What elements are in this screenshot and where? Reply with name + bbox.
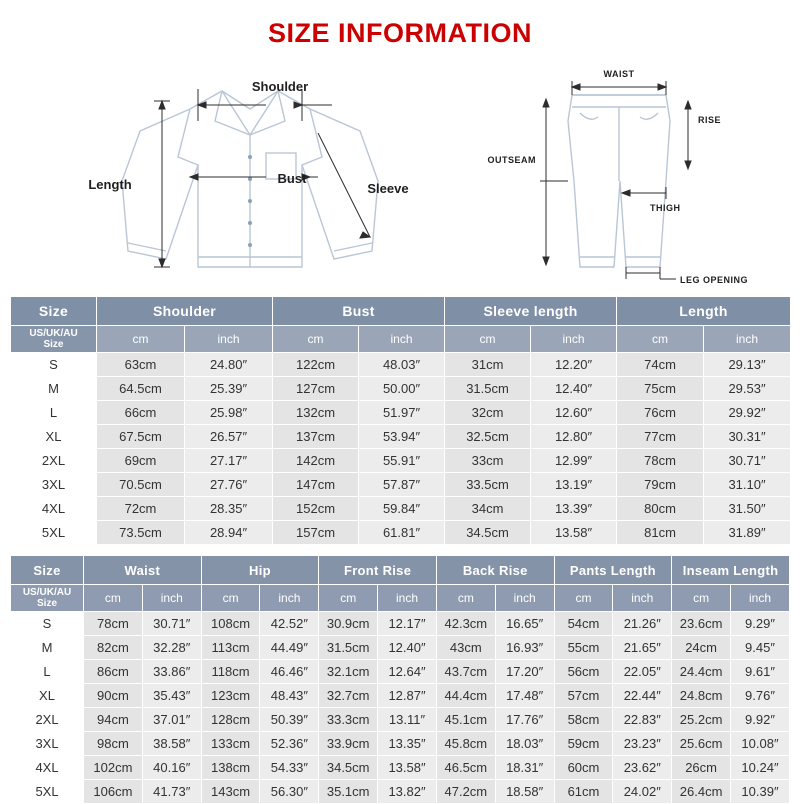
cell-back-rise-inch: 18.03″ [495, 732, 554, 756]
cell-size: S [11, 353, 97, 377]
cell-front-rise-inch: 13.58″ [378, 756, 437, 780]
cell-length-inch: 31.10″ [704, 473, 791, 497]
cell-length-inch: 31.50″ [704, 497, 791, 521]
cell-hip-inch: 52.36″ [260, 732, 319, 756]
unit-cm-length: cm [617, 326, 704, 353]
svg-text:Sleeve: Sleeve [367, 181, 409, 196]
unit-inch-waist: inch [142, 585, 201, 612]
cell-hip-cm: 128cm [201, 708, 260, 732]
cell-front-rise-cm: 32.1cm [319, 660, 378, 684]
group-length: Length [617, 297, 791, 326]
cell-front-rise-cm: 31.5cm [319, 636, 378, 660]
cell-size: XL [11, 425, 97, 449]
unit-cm-back-rise: cm [436, 585, 495, 612]
cell-bust-inch: 48.03″ [359, 353, 445, 377]
cell-hip-cm: 118cm [201, 660, 260, 684]
cell-pants-length-cm: 54cm [554, 612, 613, 636]
cell-shoulder-inch: 27.17″ [185, 449, 273, 473]
cell-pants-length-cm: 55cm [554, 636, 613, 660]
cell-waist-cm: 86cm [84, 660, 143, 684]
cell-pants-length-inch: 22.05″ [613, 660, 672, 684]
cell-pants-length-cm: 57cm [554, 684, 613, 708]
cell-length-inch: 31.89″ [704, 521, 791, 545]
cell-length-cm: 81cm [617, 521, 704, 545]
cell-back-rise-cm: 45.8cm [436, 732, 495, 756]
table-row [11, 449, 791, 473]
unit-cm-pants-length: cm [554, 585, 613, 612]
cell-size: XL [11, 684, 84, 708]
cell-length-cm: 78cm [617, 449, 704, 473]
cell-waist-inch: 32.28″ [142, 636, 201, 660]
cell-pants-length-inch: 22.83″ [613, 708, 672, 732]
cell-bust-cm: 122cm [273, 353, 359, 377]
cell-bust-cm: 147cm [273, 473, 359, 497]
cell-size: 4XL [11, 756, 84, 780]
cell-pants-length-inch: 22.44″ [613, 684, 672, 708]
cell-bust-inch: 57.87″ [359, 473, 445, 497]
cell-inseam-inch: 9.45″ [731, 636, 790, 660]
table-row [11, 473, 791, 497]
cell-hip-cm: 123cm [201, 684, 260, 708]
cell-length-cm: 77cm [617, 425, 704, 449]
cell-size: 5XL [11, 780, 84, 804]
table-row [11, 401, 791, 425]
unit-inch-shoulder: inch [185, 326, 273, 353]
cell-sleeve-inch: 12.60″ [531, 401, 617, 425]
cell-length-cm: 76cm [617, 401, 704, 425]
cell-waist-inch: 41.73″ [142, 780, 201, 804]
cell-shoulder-cm: 64.5cm [97, 377, 185, 401]
cell-hip-cm: 113cm [201, 636, 260, 660]
group-pants-length: Pants Length [554, 556, 672, 585]
cell-shoulder-inch: 28.94″ [185, 521, 273, 545]
cell-shoulder-inch: 28.35″ [185, 497, 273, 521]
cell-inseam-cm: 24cm [672, 636, 731, 660]
cell-sleeve-inch: 12.99″ [531, 449, 617, 473]
cell-waist-inch: 30.71″ [142, 612, 201, 636]
cell-bust-inch: 51.97″ [359, 401, 445, 425]
cell-hip-cm: 108cm [201, 612, 260, 636]
cell-length-inch: 30.31″ [704, 425, 791, 449]
cell-waist-inch: 37.01″ [142, 708, 201, 732]
cell-size: L [11, 660, 84, 684]
cell-front-rise-cm: 35.1cm [319, 780, 378, 804]
cell-pants-length-inch: 23.62″ [613, 756, 672, 780]
table-spacer [0, 545, 800, 555]
cell-sleeve-inch: 13.58″ [531, 521, 617, 545]
cell-front-rise-inch: 12.87″ [378, 684, 437, 708]
size-system-line2: Size [37, 598, 58, 609]
cell-inseam-cm: 25.2cm [672, 708, 731, 732]
cell-inseam-cm: 24.8cm [672, 684, 731, 708]
cell-bust-cm: 152cm [273, 497, 359, 521]
table-row [11, 377, 791, 401]
cell-bust-cm: 137cm [273, 425, 359, 449]
svg-text:OUTSEAM: OUTSEAM [487, 155, 536, 165]
cell-shoulder-inch: 24.80″ [185, 353, 273, 377]
svg-text:Shoulder: Shoulder [251, 79, 309, 94]
cell-size: S [11, 612, 84, 636]
cell-size: 5XL [11, 521, 97, 545]
cell-bust-cm: 142cm [273, 449, 359, 473]
group-size: Size [11, 556, 84, 585]
cell-shoulder-cm: 67.5cm [97, 425, 185, 449]
size-system-line1: US/UK/AU [29, 328, 78, 339]
cell-front-rise-inch: 13.82″ [378, 780, 437, 804]
cell-sleeve-cm: 34cm [445, 497, 531, 521]
cell-length-cm: 75cm [617, 377, 704, 401]
cell-bust-cm: 132cm [273, 401, 359, 425]
cell-sleeve-cm: 31cm [445, 353, 531, 377]
cell-waist-inch: 38.58″ [142, 732, 201, 756]
unit-cm-bust: cm [273, 326, 359, 353]
cell-pants-length-cm: 58cm [554, 708, 613, 732]
cell-inseam-cm: 23.6cm [672, 612, 731, 636]
cell-inseam-cm: 24.4cm [672, 660, 731, 684]
cell-length-cm: 80cm [617, 497, 704, 521]
cell-back-rise-inch: 18.31″ [495, 756, 554, 780]
cell-back-rise-inch: 18.58″ [495, 780, 554, 804]
cell-front-rise-inch: 12.64″ [378, 660, 437, 684]
cell-inseam-inch: 9.29″ [731, 612, 790, 636]
cell-size: M [11, 636, 84, 660]
unit-cm-hip: cm [201, 585, 260, 612]
cell-sleeve-cm: 34.5cm [445, 521, 531, 545]
unit-inch-back-rise: inch [495, 585, 554, 612]
group-back-rise: Back Rise [436, 556, 554, 585]
cell-sleeve-cm: 33cm [445, 449, 531, 473]
pants-illustration [480, 61, 770, 296]
cell-back-rise-cm: 43cm [436, 636, 495, 660]
cell-front-rise-inch: 12.40″ [378, 636, 437, 660]
cell-length-inch: 29.53″ [704, 377, 791, 401]
cell-bust-inch: 59.84″ [359, 497, 445, 521]
cell-sleeve-inch: 12.20″ [531, 353, 617, 377]
cell-back-rise-inch: 16.65″ [495, 612, 554, 636]
unit-inch-hip: inch [260, 585, 319, 612]
cell-shoulder-cm: 69cm [97, 449, 185, 473]
top-size-table [10, 296, 791, 545]
cell-waist-cm: 90cm [84, 684, 143, 708]
bottom-size-table [10, 555, 790, 804]
cell-waist-inch: 40.16″ [142, 756, 201, 780]
cell-bust-inch: 61.81″ [359, 521, 445, 545]
cell-back-rise-inch: 16.93″ [495, 636, 554, 660]
cell-inseam-cm: 26.4cm [672, 780, 731, 804]
unit-inch-inseam: inch [731, 585, 790, 612]
cell-size: M [11, 377, 97, 401]
cell-sleeve-inch: 12.40″ [531, 377, 617, 401]
table-row [11, 708, 790, 732]
cell-waist-cm: 98cm [84, 732, 143, 756]
cell-waist-inch: 35.43″ [142, 684, 201, 708]
cell-sleeve-inch: 12.80″ [531, 425, 617, 449]
cell-hip-inch: 46.46″ [260, 660, 319, 684]
cell-length-inch: 29.92″ [704, 401, 791, 425]
cell-back-rise-inch: 17.48″ [495, 684, 554, 708]
cell-shoulder-inch: 25.39″ [185, 377, 273, 401]
cell-size: L [11, 401, 97, 425]
cell-back-rise-cm: 47.2cm [436, 780, 495, 804]
cell-length-cm: 74cm [617, 353, 704, 377]
cell-shoulder-cm: 66cm [97, 401, 185, 425]
cell-bust-inch: 55.91″ [359, 449, 445, 473]
cell-shoulder-cm: 63cm [97, 353, 185, 377]
unit-inch-sleeve: inch [531, 326, 617, 353]
bottom-table-group-header [11, 556, 790, 585]
size-system-line2: Size [43, 339, 64, 350]
cell-pants-length-cm: 61cm [554, 780, 613, 804]
unit-inch-bust: inch [359, 326, 445, 353]
cell-back-rise-cm: 44.4cm [436, 684, 495, 708]
table-row [11, 353, 791, 377]
cell-shoulder-cm: 72cm [97, 497, 185, 521]
cell-front-rise-inch: 13.11″ [378, 708, 437, 732]
cell-length-inch: 30.71″ [704, 449, 791, 473]
cell-size: 2XL [11, 449, 97, 473]
top-table-unit-header [11, 326, 791, 353]
cell-front-rise-inch: 13.35″ [378, 732, 437, 756]
unit-inch-length: inch [704, 326, 791, 353]
cell-front-rise-cm: 30.9cm [319, 612, 378, 636]
cell-waist-cm: 78cm [84, 612, 143, 636]
cell-waist-cm: 82cm [84, 636, 143, 660]
cell-hip-inch: 56.30″ [260, 780, 319, 804]
group-sleeve-length: Sleeve length [445, 297, 617, 326]
cell-pants-length-inch: 24.02″ [613, 780, 672, 804]
table-row [11, 684, 790, 708]
cell-size: 3XL [11, 473, 97, 497]
cell-inseam-cm: 25.6cm [672, 732, 731, 756]
cell-sleeve-cm: 32.5cm [445, 425, 531, 449]
cell-length-inch: 29.13″ [704, 353, 791, 377]
bottom-table-unit-header [11, 585, 790, 612]
svg-text:Bust: Bust [277, 171, 307, 186]
cell-inseam-inch: 9.61″ [731, 660, 790, 684]
unit-cm-sleeve: cm [445, 326, 531, 353]
cell-inseam-inch: 9.76″ [731, 684, 790, 708]
unit-cm-inseam: cm [672, 585, 731, 612]
unit-cm-shoulder: cm [97, 326, 185, 353]
group-inseam-length: Inseam Length [672, 556, 790, 585]
page-title: SIZE INFORMATION [268, 18, 532, 48]
cell-hip-inch: 54.33″ [260, 756, 319, 780]
cell-pants-length-cm: 56cm [554, 660, 613, 684]
unit-inch-front-rise: inch [378, 585, 437, 612]
cell-back-rise-inch: 17.76″ [495, 708, 554, 732]
top-table-group-header [11, 297, 791, 326]
cell-bust-cm: 157cm [273, 521, 359, 545]
unit-cm-waist: cm [84, 585, 143, 612]
size-system-label [11, 585, 84, 612]
cell-shoulder-cm: 70.5cm [97, 473, 185, 497]
cell-front-rise-cm: 33.9cm [319, 732, 378, 756]
cell-hip-inch: 42.52″ [260, 612, 319, 636]
cell-waist-cm: 106cm [84, 780, 143, 804]
cell-pants-length-inch: 23.23″ [613, 732, 672, 756]
svg-text:LEG OPENING: LEG OPENING [680, 275, 749, 285]
cell-front-rise-cm: 34.5cm [319, 756, 378, 780]
table-row [11, 497, 791, 521]
pants-diagram [480, 61, 770, 296]
cell-bust-inch: 53.94″ [359, 425, 445, 449]
cell-length-cm: 79cm [617, 473, 704, 497]
svg-text:Length: Length [88, 177, 132, 192]
cell-pants-length-inch: 21.65″ [613, 636, 672, 660]
cell-inseam-inch: 10.24″ [731, 756, 790, 780]
cell-pants-length-cm: 59cm [554, 732, 613, 756]
group-front-rise: Front Rise [319, 556, 437, 585]
cell-shoulder-inch: 26.57″ [185, 425, 273, 449]
cell-waist-cm: 102cm [84, 756, 143, 780]
cell-inseam-inch: 10.39″ [731, 780, 790, 804]
svg-text:RISE: RISE [698, 115, 722, 125]
cell-sleeve-cm: 33.5cm [445, 473, 531, 497]
cell-hip-cm: 133cm [201, 732, 260, 756]
diagram-row [10, 61, 790, 296]
cell-size: 2XL [11, 708, 84, 732]
group-size: Size [11, 297, 97, 326]
cell-back-rise-cm: 42.3cm [436, 612, 495, 636]
cell-hip-cm: 143cm [201, 780, 260, 804]
cell-hip-inch: 48.43″ [260, 684, 319, 708]
shirt-diagram [70, 61, 430, 296]
table-row [11, 521, 791, 545]
cell-bust-cm: 127cm [273, 377, 359, 401]
cell-sleeve-cm: 31.5cm [445, 377, 531, 401]
cell-sleeve-cm: 32cm [445, 401, 531, 425]
cell-shoulder-inch: 27.76″ [185, 473, 273, 497]
cell-inseam-inch: 10.08″ [731, 732, 790, 756]
group-hip: Hip [201, 556, 319, 585]
group-waist: Waist [84, 556, 202, 585]
svg-text:WAIST: WAIST [603, 69, 635, 79]
cell-waist-cm: 94cm [84, 708, 143, 732]
cell-sleeve-inch: 13.39″ [531, 497, 617, 521]
shirt-illustration [70, 61, 430, 296]
unit-inch-pants-length: inch [613, 585, 672, 612]
cell-sleeve-inch: 13.19″ [531, 473, 617, 497]
table-row [11, 636, 790, 660]
size-system-label [11, 326, 97, 353]
cell-inseam-cm: 26cm [672, 756, 731, 780]
cell-back-rise-cm: 43.7cm [436, 660, 495, 684]
table-row [11, 732, 790, 756]
cell-front-rise-inch: 12.17″ [378, 612, 437, 636]
cell-size: 3XL [11, 732, 84, 756]
cell-waist-inch: 33.86″ [142, 660, 201, 684]
size-system-line1: US/UK/AU [22, 587, 72, 598]
cell-bust-inch: 50.00″ [359, 377, 445, 401]
cell-hip-inch: 44.49″ [260, 636, 319, 660]
cell-back-rise-cm: 45.1cm [436, 708, 495, 732]
cell-shoulder-cm: 73.5cm [97, 521, 185, 545]
cell-front-rise-cm: 32.7cm [319, 684, 378, 708]
cell-inseam-inch: 9.92″ [731, 708, 790, 732]
unit-cm-front-rise: cm [319, 585, 378, 612]
table-row [11, 612, 790, 636]
svg-text:THIGH: THIGH [650, 203, 681, 213]
group-shoulder: Shoulder [97, 297, 273, 326]
cell-front-rise-cm: 33.3cm [319, 708, 378, 732]
cell-hip-inch: 50.39″ [260, 708, 319, 732]
cell-back-rise-cm: 46.5cm [436, 756, 495, 780]
cell-shoulder-inch: 25.98″ [185, 401, 273, 425]
cell-size: 4XL [11, 497, 97, 521]
cell-pants-length-inch: 21.26″ [613, 612, 672, 636]
cell-back-rise-inch: 17.20″ [495, 660, 554, 684]
table-row [11, 660, 790, 684]
table-row [11, 425, 791, 449]
table-row [11, 756, 790, 780]
cell-pants-length-cm: 60cm [554, 756, 613, 780]
cell-hip-cm: 138cm [201, 756, 260, 780]
group-bust: Bust [273, 297, 445, 326]
